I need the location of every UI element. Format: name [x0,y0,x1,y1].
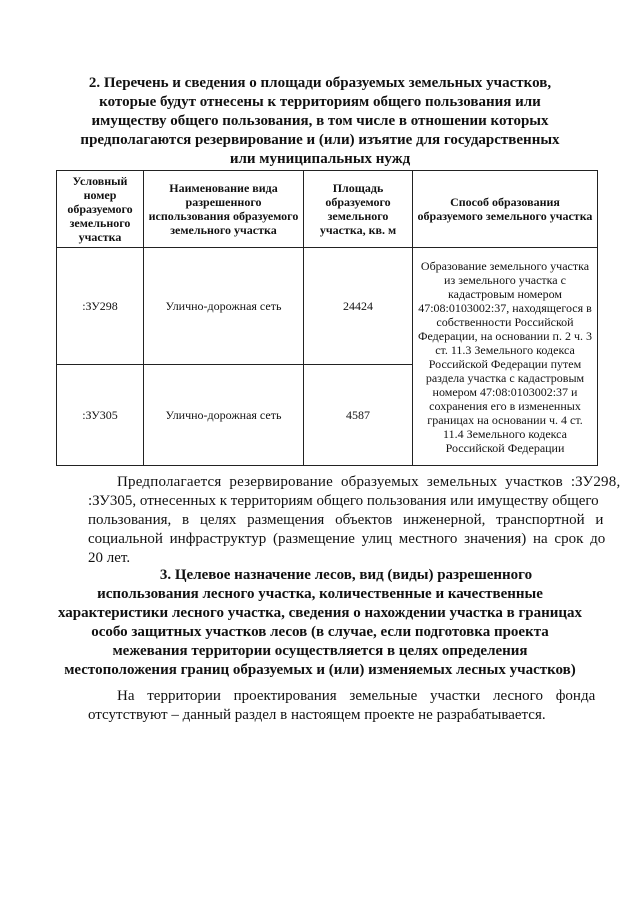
land-plots-table [56,170,598,466]
cell-formation-method: Образование земельного участка из земельного участка с кадастровым номером 47:08:0103002:37, находящегося в собственности Российской Федерации, на основании п. 2 ч. 3 ст. 11.3 Земельного кодекса Российской Федерации путем раздела участка с кадастровым номером 47:08:0103002:37 и сохранения его в измененных границах на основании ч. 4 ст. 11.4 Земельного кодекса Российской Федерации [413,248,598,466]
section3-title-line-6: местоположения границ образуемых и (или) изменяемых лесных участков) [64,662,576,678]
paragraph1-text: Предполагается резервирование образуемых земельных участков :ЗУ298, [117,474,621,490]
section2-title-line-4: предполагаются резервирование и (или) изъятие для государственных [80,132,560,148]
section3-title-line-5: межевания территории осуществляется в целях определения [112,643,528,659]
header-formation-method: Способ образования образуемого земельного участка [413,171,598,248]
cell-plot-number: :ЗУ305 [57,365,144,466]
paragraph1-line-4: социальной инфраструктур (размещение улиц местного значения) на срок до [88,531,606,547]
paragraph1-line-2: :ЗУ305, отнесенных к территориям общего пользования или имуществу общего [88,493,599,509]
header-use-type: Наименование вида разрешенного использования образуемого земельного участка [144,171,304,248]
paragraph2-line-1: На территории проектирования земельные участки лесного фонда [117,688,596,704]
paragraph1-line-3: пользования, в целях размещения объектов инженерной, транспортной и [88,512,604,528]
paragraph2-line-2: отсутствуют – данный раздел в настоящем проекте не разрабатывается. [88,707,546,723]
section2-title-line-2: которые будут отнесены к территориям общего пользования или [99,94,541,110]
cell-area: 24424 [304,248,413,365]
section3-title-line-3: характеристики лесного участка, сведения о нахождении участка в границах [57,605,583,621]
paragraph1-line-5: 20 лет. [88,550,131,566]
cell-area: 4587 [304,365,413,466]
cell-plot-number: :ЗУ298 [57,248,144,365]
header-area: Площадь образуемого земельного участка, кв. м [304,171,413,248]
header-plot-number: Условный номер образуемого земельного участка [57,171,144,248]
section3-title-line-2: использования лесного участка, количественные и качественные [97,586,543,602]
paragraph1-line-1 [117,473,621,492]
table-row [57,248,598,365]
cell-use-type: Улично-дорожная сеть [144,248,304,365]
section2-title-line-3: имуществу общего пользования, в том числе в отношении которых [91,113,549,129]
section3-title-line-1: 3. Целевое назначение лесов, вид (виды) разрешенного [159,567,533,583]
table-header-row [57,171,598,248]
section3-title-line-4: особо защитных участков лесов (в случае, если подготовка проекта [91,624,549,640]
cell-use-type: Улично-дорожная сеть [144,365,304,466]
section2-title-line-1: 2. Перечень и сведения о площади образуемых земельных участков, [88,75,552,91]
section2-title-line-5: или муниципальных нужд [229,151,411,167]
